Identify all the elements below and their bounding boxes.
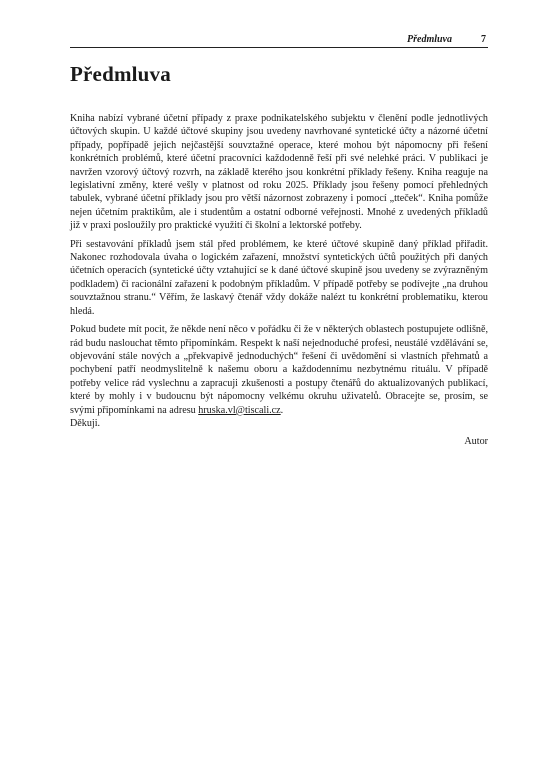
running-header	[70, 31, 488, 48]
running-header-title: Předmluva	[407, 34, 452, 45]
paragraph-feedback	[70, 323, 488, 430]
page-number: 7	[481, 34, 486, 45]
thanks-text: Děkuji.	[70, 417, 101, 429]
paragraph-intro: Kniha nabízí vybrané účetní případy z praxe podnikatelského subjektu v členění podle jednotlivých účtových skupin. U každé účtové skupiny jsou uvedeny navrhované syntetické účty a názorné účetní případy, popřípadě jejich nejčastější souvztažné operace, které mohou být nápomocny při řešení konkrétních problémů, které účetní pracovníci každodenně řeší při své nelehké práci. V publikaci je navržen vzorový účtový rozvrh, na základě kterého jsou konkrétní příklady řešeny. Kniha reaguje na legislativní změny, které vešly v platnost od roku 2025. Příklady jsou řešeny pomocí přehledných tabulek, vybrané účetní příklady jsou pro větší názornost zobrazeny i pomocí „tteček“. Kniha pomůže nejen účetním praktikům, ale i studentům a ostatní odborné veřejnosti. Mnohé z uvedených příkladů již v praxi posloužily pro praktické využití či školní a lektorské potřeby.	[70, 113, 488, 232]
author-signature: Autor	[464, 436, 488, 448]
email-link[interactable]: hruska.vl@tiscali.cz	[198, 404, 281, 416]
feedback-period: .	[280, 404, 284, 416]
paragraph-classification: Při sestavování příkladů jsem stál před problémem, ke které účtové skupině daný příklad přiřadit. Nakonec rozhodovala úvaha o logickém zařazení, množství syntetických účtů použitých při daných účetních operacích (syntetické účty vztahující se k dané účtové skupině jsou uvedeny se zvýrazněným podkladem) či racionální zařazení k podobným příkladům. V případě potřeby se podívejte „na druhou souvztažnou stranu.“ Věřím, že laskavý čtenář vždy dokáže nalézt tu konkrétní problematiku, kterou hledá.	[70, 238, 488, 317]
chapter-title: Předmluva	[70, 62, 171, 86]
preface-body	[70, 112, 488, 449]
feedback-text: Pokud budete mít pocit, že někde není něco v pořádku či že v některých oblastech postupujete odlišně, rád budu naslouchat těmto připomínkám. Respekt k naší nejednoduché profesi, neustálé vzdělávání se, objevování stále nových a „překvapivě jednoduchých“ řešení či uvědomění si vlastních přehmatů a pochybení patří neodmyslitelně k našemu oboru a každodennímu nezbytnému rituálu. V případě potřeby velice rád vyslechnu a zapracuji zkušenosti a postupy čtenářů do aktualizovaných publikací, které by mohly i v budoucnu být nápomocny velkému okruhu uživatelů. Obracejte se, prosím, se svými připomínkami na adresu	[70, 324, 488, 416]
